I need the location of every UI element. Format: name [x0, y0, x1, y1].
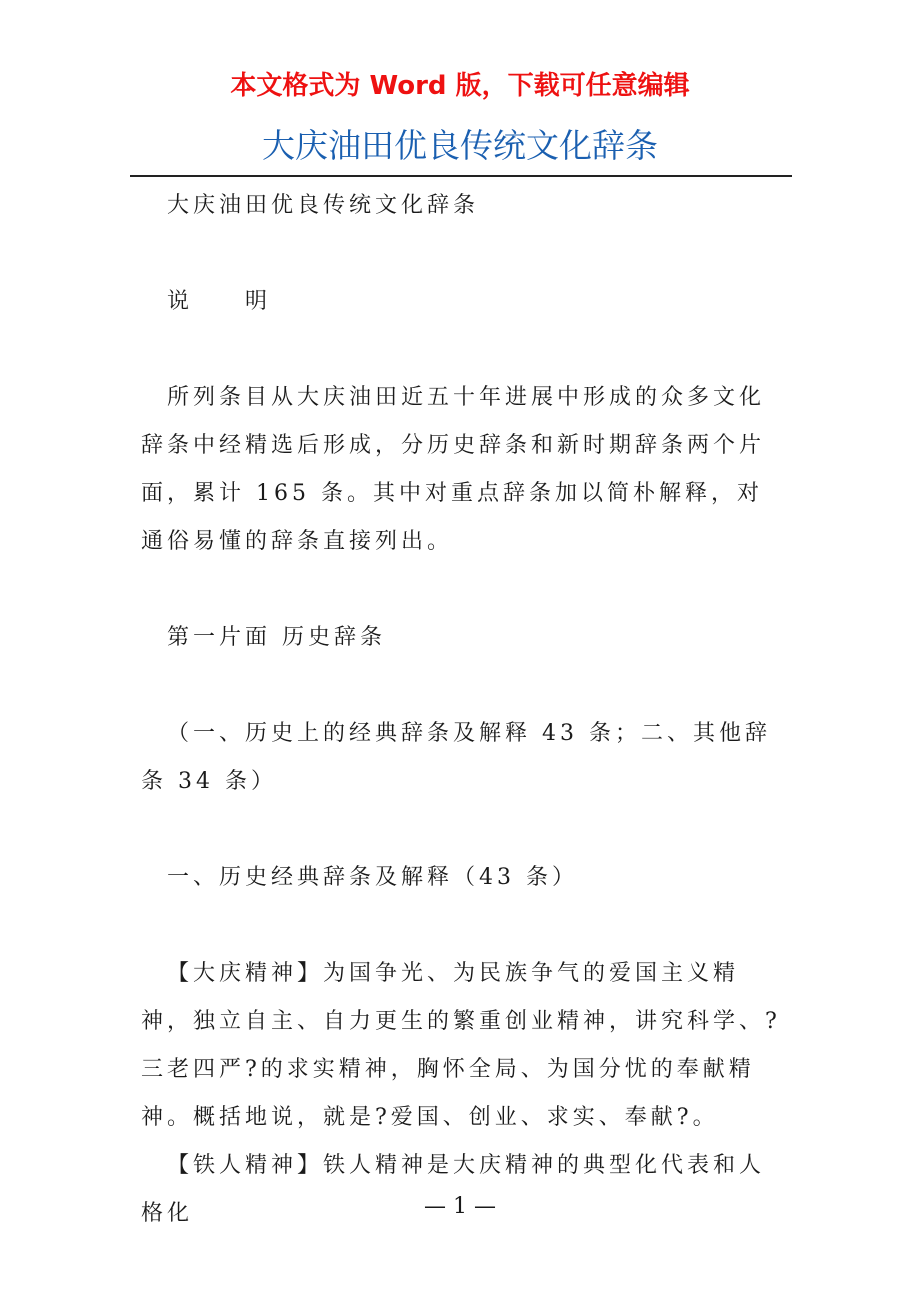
title-divider — [130, 175, 792, 177]
subtitle-line: 大庆油田优良传统文化辞条 — [167, 193, 480, 218]
part-one-note: （一、历史上的经典辞条及解释 43 条；二、其他辞条 34 条） — [141, 721, 771, 794]
explanation-heading: 说 明 — [167, 289, 272, 314]
intro-paragraph: 所列条目从大庆油田近五十年进展中形成的众多文化辞条中经精选后形成，分历史辞条和新时期辞条两个片面，累计 165 条。其中对重点辞条加以简朴解释，对通俗易懂的辞条直接列出。 — [141, 385, 766, 554]
part-one-heading: 第一片面 历史辞条 — [167, 625, 386, 650]
entry-daqing-spirit: 【大庆精神】为国争光、为民族争气的爱国主义精神，独立自主、自力更生的繁重创业精神，讲究科学、?三老四严?的求实精神，胸怀全局、为国分忧的奉献精神。概括地说，就是?爱国、创业、求实、奉献?。 — [141, 961, 781, 1130]
entry-iron-man-spirit: 【铁人精神】铁人精神是大庆精神的典型化代表和人格化 — [141, 1153, 766, 1226]
page-number: — 1 — — [424, 1194, 496, 1219]
download-notice: 本文格式为 Word 版，下载可任意编辑 — [230, 71, 690, 101]
document-title: 大庆油田优良传统文化辞条 — [262, 126, 658, 165]
section-one-heading: 一、历史经典辞条及解释（43 条） — [167, 865, 578, 890]
